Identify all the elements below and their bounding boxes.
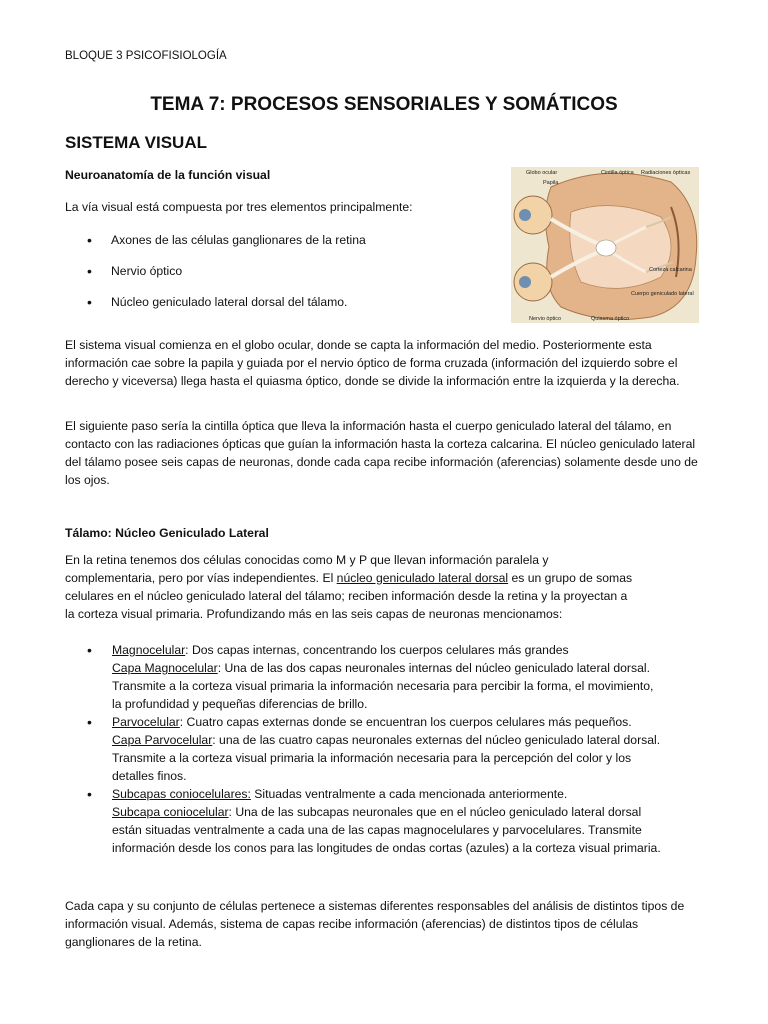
layers-list [65,641,665,857]
ngl-term: núcleo geniculado lateral dorsal [336,571,509,585]
layer-subterm: Capa Parvocelular [112,733,213,747]
white-matter [570,206,671,289]
list-item: • Núcleo geniculado lateral dorsal del tálamo. [65,293,445,324]
text-fragment: es un grupo de somas celulares en el núcleo geniculado lateral del tálamo; reciben información desde la retina y la proyectan a la corteza visual primaria. Profundizando más en las seis capas de neuronas mencionamos: [65,571,633,621]
paragraph-2: El siguiente paso sería la cintilla óptica que lleva la información hasta el cuerpo geniculado lateral del tálamo, en contacto con las radiaciones ópticas que guían la información hasta la corteza calcarina. El núcleo geniculado lateral del tálamo posee seis capas de neuronas, donde cada capa recibe información (aferencias) solamente desde uno de los ojos. [65,419,698,487]
page-title: TEMA 7: PROCESOS SENSORIALES Y SOMÁTICOS [150,94,618,115]
list-item: • Axones de las células ganglionares de la retina [65,231,445,262]
optic-chiasm [596,240,616,256]
paragraph-1: El sistema visual comienza en el globo ocular, donde se capta la información del medio. Posteriormente esta información cae sobre la papila y guiada por el nervio óptico de forma cruzada (información del izquierdo sobre el derecho y viceversa) llega hasta el quiasma óptico, donde se divide la información entre la izquierda y la derecha. [65,338,680,388]
visual-pathway-list [65,231,445,324]
layer-term: Magnocelular [112,643,186,657]
layer-subterm: Subcapa coniocelular [112,805,229,819]
layer-magnocelular [65,641,665,713]
label-corteza: Corteza calcarina [649,267,692,273]
layer-subterm: Capa Magnocelular [112,661,218,675]
label-globo: Globo ocular [526,170,558,176]
visual-pathway-figure [511,167,699,323]
course-header: BLOQUE 3 PSICOFISIOLOGÍA [65,50,227,62]
label-nervio: Nervio óptico [529,316,562,322]
layer-parvocelular [65,713,665,785]
list-item: • Nervio óptico [65,262,445,293]
layer-subdesc: : Una de las dos capas neuronales internas del núcleo geniculado lateral dorsal. Transmite a la corteza visual primaria la información necesaria para percibir la forma, el movimiento, la profundidad y pequeñas diferencias de brillo. [112,661,654,711]
layer-subdesc: : Una de las subcapas neuronales que en el núcleo geniculado lateral dorsal están situadas ventralmente a cada una de las capas magnocelulares y parvocelulares. Transmite información desde los conos para las longitudes de ondas cortas (azules) a la corteza visual primaria. [112,805,661,855]
label-cintilla: Cintilla óptica [601,170,634,176]
intro-text: La vía visual está compuesta por tres elementos principalmente: [65,200,413,214]
label-papila: Papila [543,180,559,186]
layer-term: Subcapas coniocelulares: [112,787,251,801]
label-radiaciones: Radiaciones ópticas [641,170,691,176]
layer-desc: : Dos capas internas, concentrando los cuerpos celulares más grandes [185,643,569,657]
closing-paragraph: Cada capa y su conjunto de células pertenece a sistemas diferentes responsables del análisis de distintos tipos de información visual. Además, sistema de capas recibe información (aferencias) de distintos tipos de células ganglionares de la retina. [65,899,685,949]
layer-subdesc: : una de las cuatro capas neuronales externas del núcleo geniculado lateral dorsal. Transmite a la corteza visual primaria la información necesaria para la percepción del color y los detalles finos. [112,733,661,783]
right-pupil [519,276,531,288]
text-fragment: En la retina tenemos dos células conocidas como M y P que llevan información paralela y complementaria, pero por vías independientes. El [65,553,549,585]
layer-coniocelular [65,785,665,857]
subheading-talamo: Tálamo: Núcleo Geniculado Lateral [65,526,269,540]
label-quiasma: Quiasma óptico [591,316,630,322]
subheading-neuroanatomia: Neuroanatomía de la función visual [65,168,271,182]
layer-desc: Situadas ventralmente a cada mencionada anteriormente. [250,787,568,801]
label-cuerpo: Cuerpo geniculado lateral [631,291,694,297]
layer-desc: : Cuatro capas externas donde se encuentran los cuerpos celulares más pequeños. [179,715,632,729]
paragraph-talamo [65,551,635,623]
section-title: SISTEMA VISUAL [65,133,207,152]
left-pupil [519,209,531,221]
layer-term: Parvocelular [112,715,180,729]
